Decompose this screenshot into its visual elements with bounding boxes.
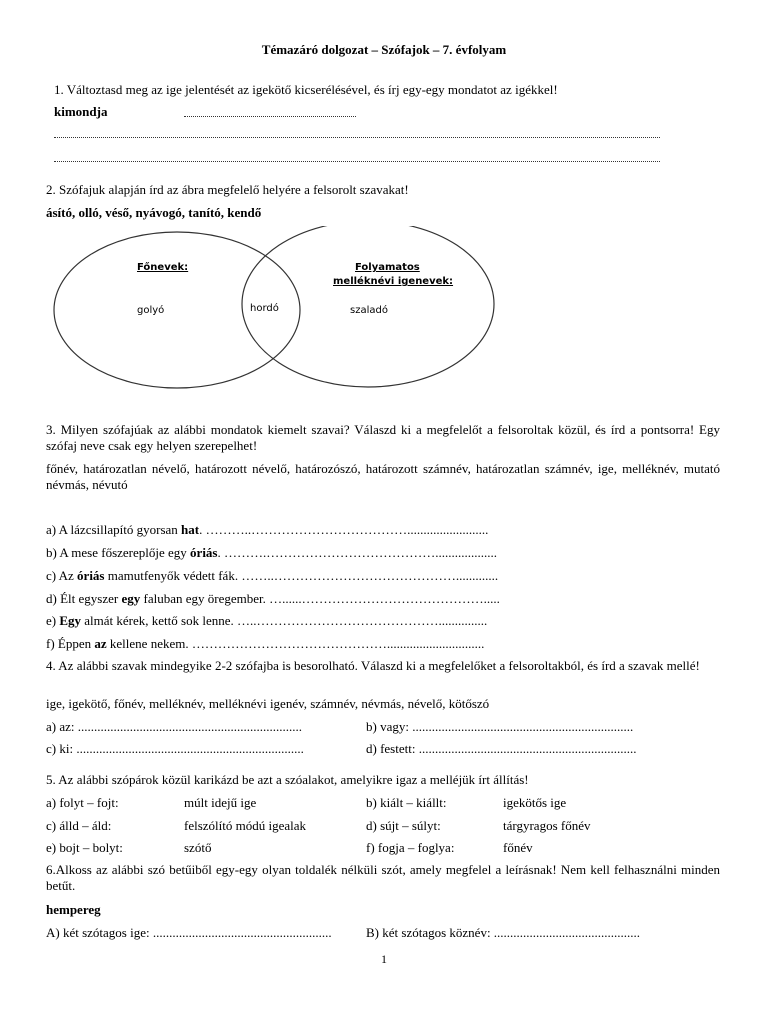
venn-left-word: golyó (137, 305, 165, 316)
q5-row-1-right-statement: igekötős ige (503, 795, 567, 810)
q5-row-3-left-pair[interactable]: e) bojt – bolyt: (46, 840, 123, 855)
q4-item-a: a) az: ..................................................................... (46, 719, 303, 734)
page-number: 1 (381, 952, 387, 966)
q1-instruction: 1. Változtasd meg az ige jelentését az igekötő kicserélésével, és írj egy-egy mondatot az igékkel! (54, 82, 558, 97)
q5-row-3-right-pair[interactable]: f) fogja – foglya: (366, 840, 455, 855)
q3-item-f: f) Éppen az kellene nekem. ……………………………………….............................. (46, 636, 485, 651)
q3-options: főnév, határozatlan névelő, határozott névelő, határozószó, határozott számnév, határozatlan számnév, ige, melléknév, mutató névmás, névutó (46, 461, 720, 492)
venn-right-word: szaladó (350, 305, 388, 316)
page-title: Témazáró dolgozat – Szófajok – 7. évfolyam (261, 42, 507, 57)
q1-word: kimondja (54, 104, 108, 119)
q5-row-2-left-pair[interactable]: c) álld – áld: (46, 818, 112, 833)
venn-right-title-2: melléknévi igenevek: (333, 276, 454, 287)
q2-instruction: 2. Szófajuk alapján írd az ábra megfelelő helyére a felsorolt szavakat! (46, 182, 409, 197)
q4-instruction: 4. Az alábbi szavak mindegyike 2-2 szófajba is besorolható. Válaszd ki a megfelelőket a felsoroltakból, és írd a szavak mellé! (46, 658, 700, 673)
q3-item-b: b) A mese főszereplője egy óriás. ……….…………………………………................... (46, 545, 497, 560)
q3-item-a: a) A lázcsillapító gyorsan hat. ………..………………………………......................... (46, 522, 489, 537)
q6-instruction: 6.Alkoss az alábbi szó betűiből egy-egy olyan toldalék nélküli szót, amely megfelel a leírásnak! Nem kell felhasználni minden betűt. (46, 862, 720, 893)
q4-item-c: c) ki: ...................................................................... (46, 741, 304, 756)
q5-row-3-left-statement: szótő (184, 840, 212, 855)
q5-row-2-right-pair[interactable]: d) sújt – súlyt: (366, 818, 441, 833)
q5-row-1-left-statement: múlt idejű ige (184, 795, 257, 810)
q5-row-2-right-statement: tárgyragos főnév (503, 818, 591, 833)
q5-row-2-left-statement: felszólító módú igealak (184, 818, 307, 833)
q6-item-a: A) két szótagos ige: ....................................................... (46, 925, 332, 940)
q3-instruction: 3. Milyen szófajúak az alábbi mondatok kiemelt szavai? Válaszd ki a megfelelőt a felsoroltak közül, és írd a pontsorra! Egy szófaj neve csak egy helyen szerepelhet! (46, 422, 720, 453)
q6-word: hempereg (46, 902, 101, 917)
q6-item-b: B) két szótagos köznév: ............................................. (366, 925, 641, 940)
venn-mid-word: hordó (250, 303, 279, 314)
venn-left-title: Főnevek: (137, 262, 189, 273)
q1-answer-line-3 (54, 160, 660, 162)
q5-row-1-left-pair[interactable]: a) folyt – fojt: (46, 795, 119, 810)
q4-options: ige, igekötő, főnév, melléknév, melléknévi igenév, számnév, névmás, névelő, kötőszó (46, 696, 490, 711)
q1-answer-line-2 (54, 136, 660, 138)
q4-item-b: b) vagy: .................................................................... (366, 719, 634, 734)
venn-diagram (50, 226, 500, 394)
q4-item-d: d) festett: ................................................................... (366, 741, 637, 756)
venn-right-title-1: Folyamatos (355, 262, 420, 273)
q5-row-1-right-pair[interactable]: b) kiált – kiállt: (366, 795, 447, 810)
q1-answer-line-1 (184, 115, 356, 117)
q3-item-e: e) Egy almát kérek, kettő sok lenne. …..……………………………………............... (46, 613, 488, 628)
q5-row-3-right-statement: főnév (503, 840, 533, 855)
q5-instruction: 5. Az alábbi szópárok közül karikázd be azt a szóalakot, amelyikre igaz a melléjük írt állítás! (46, 772, 529, 787)
q3-item-d: d) Élt egyszer egy faluban egy öregember. …......……………………………………..... (46, 591, 500, 606)
q2-word-list: ásító, olló, véső, nyávogó, tanító, kendő (46, 205, 262, 220)
q3-item-c: c) Az óriás mamutfenyők védett fák. ……..……………………………………............. (46, 568, 499, 583)
